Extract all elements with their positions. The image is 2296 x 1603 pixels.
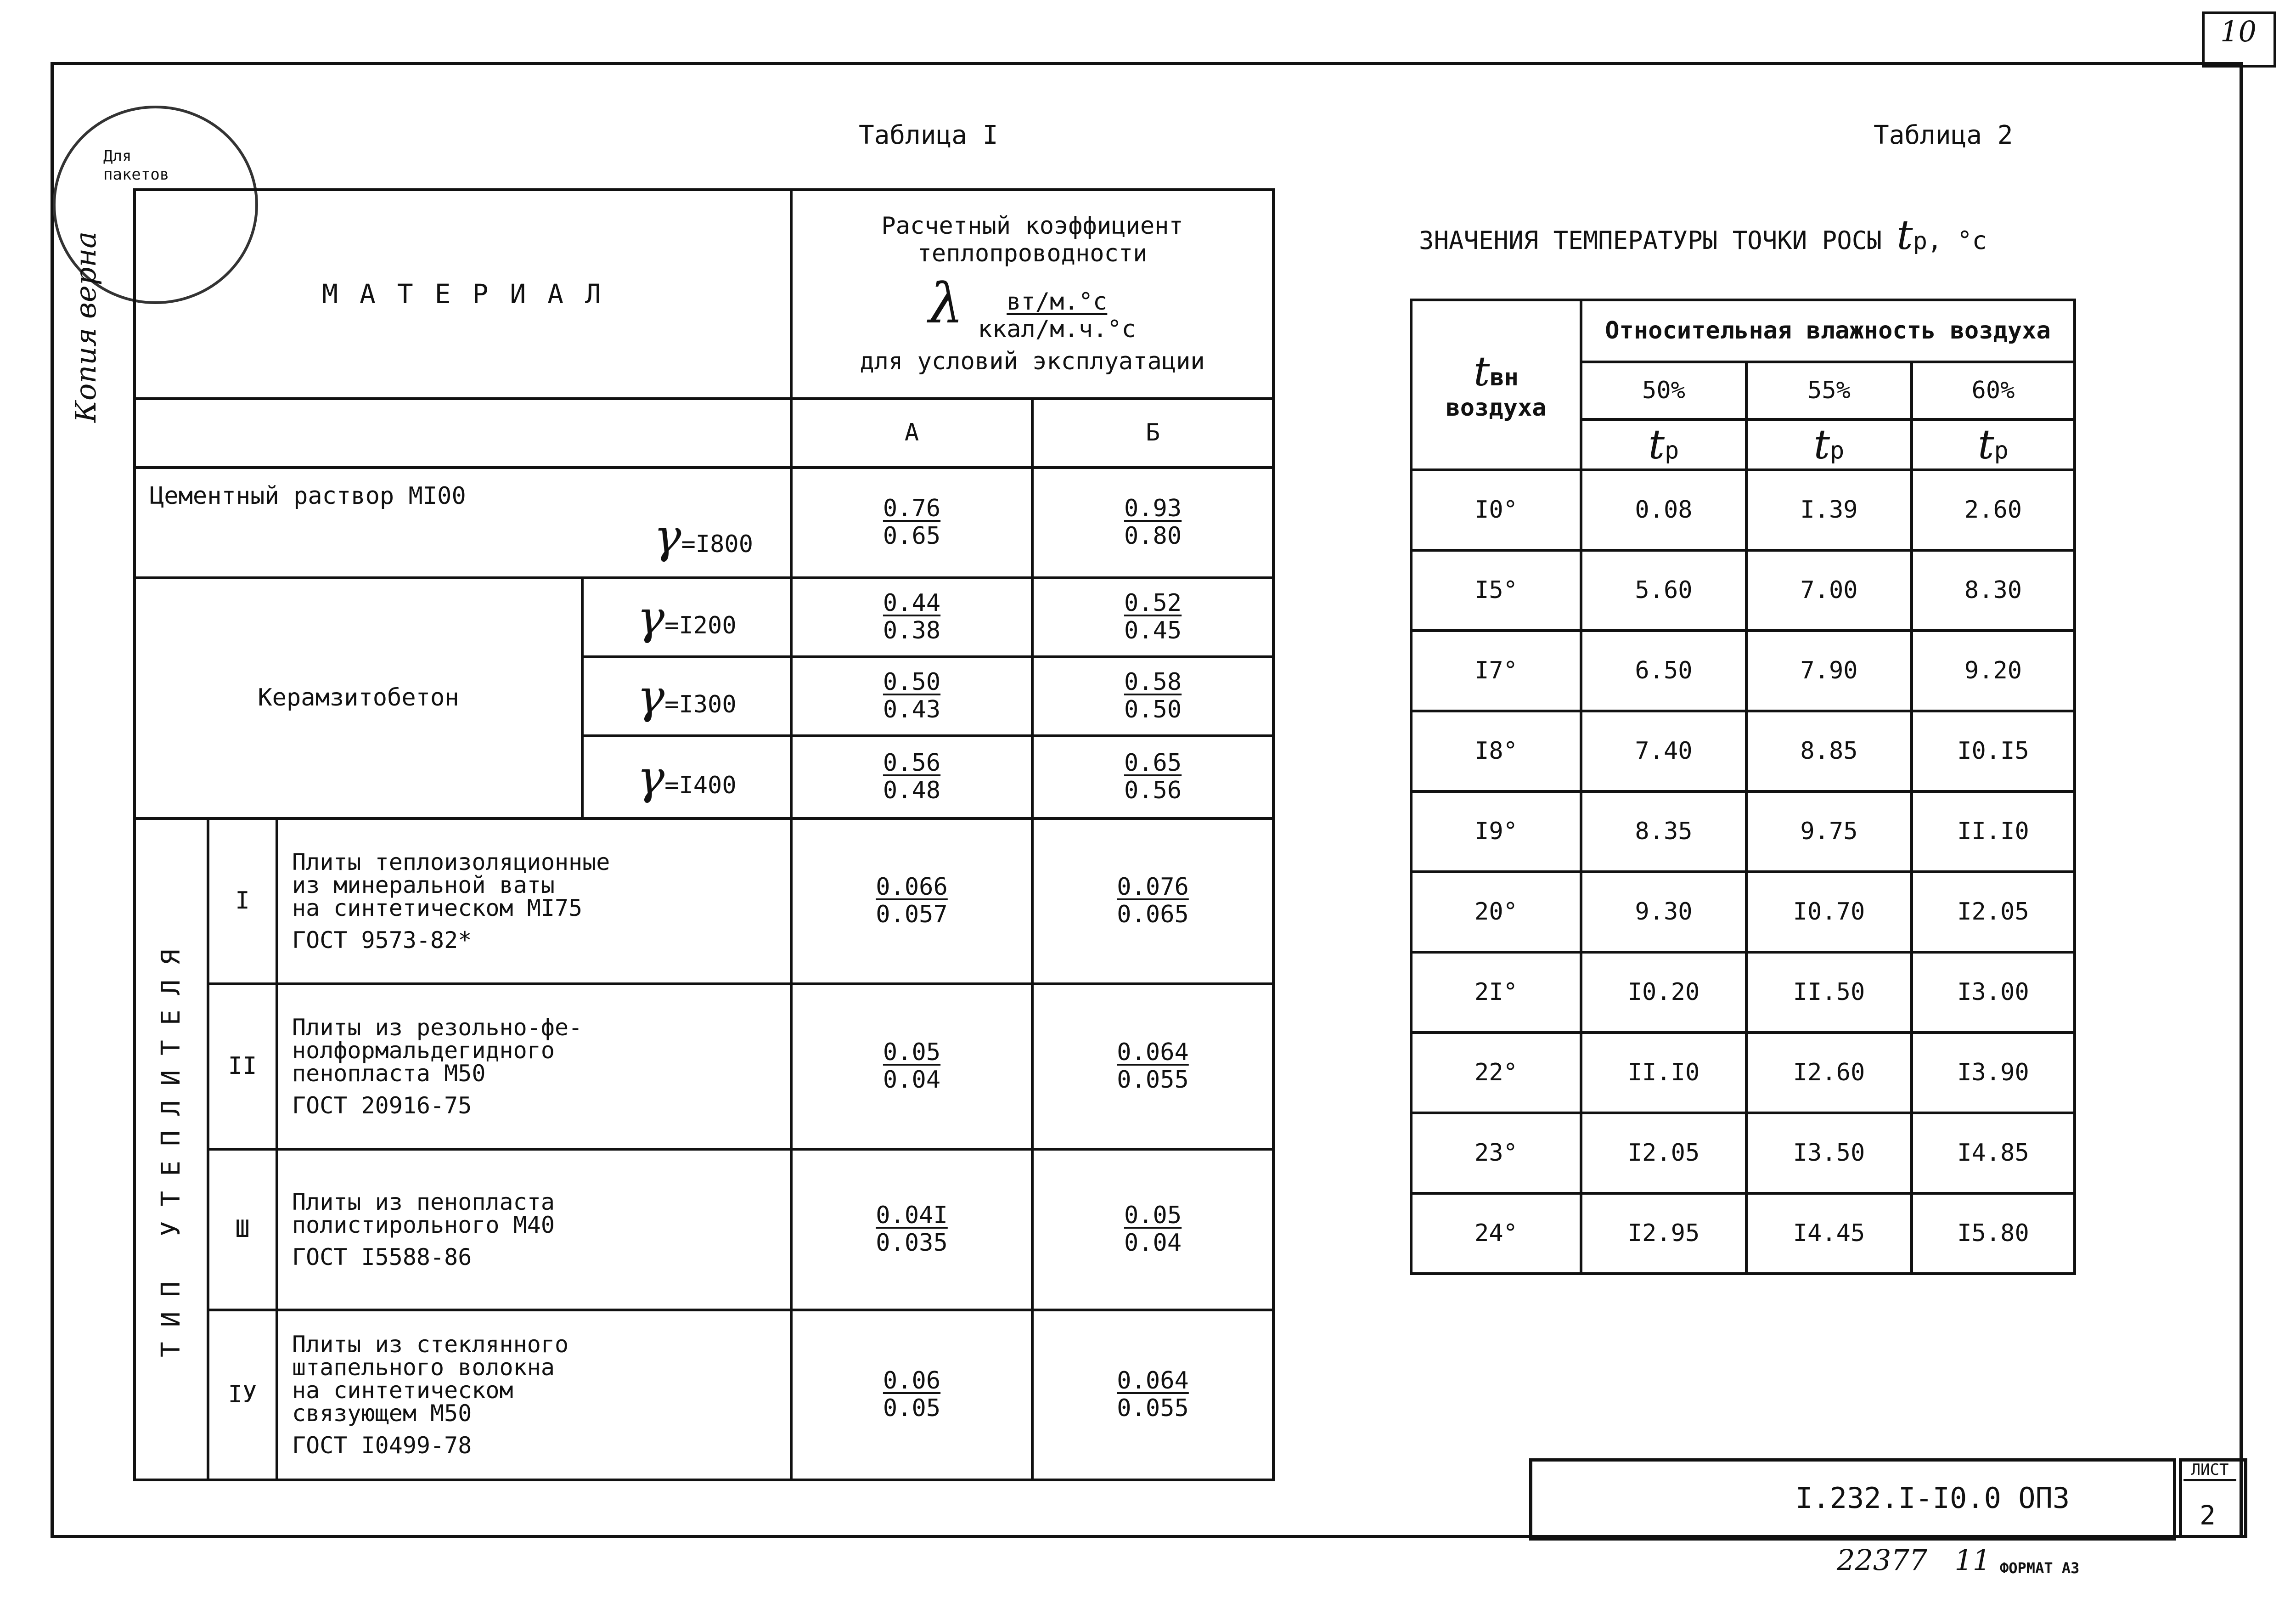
- table1: [133, 188, 1275, 1481]
- table-row: I7° 6.50 7.90 9.20: [1411, 631, 2075, 711]
- corner-number: 10: [2220, 15, 2257, 48]
- col-b-header: Б: [1032, 399, 1273, 468]
- table-row: 2I° I0.20 II.50 I3.00: [1411, 952, 2075, 1033]
- sheet-number: 2: [2200, 1500, 2216, 1531]
- lambda-symbol: λ: [929, 272, 964, 336]
- humidity-50: 50%: [1581, 362, 1746, 419]
- table-row: 20° 9.30 I0.70 I2.05: [1411, 872, 2075, 952]
- table2: tвн воздуха Относительная влажность воздуха 50% 55% 60% tр tр tр I0° 0.08 I.39 2.60 I5° 5.60 7.00 8.30 I7° 6.50 7.90 9.20 I8° 7.40 8.85 I0.I5 I9° 8.35 9.75 II.I0 20° 9.30 I0.70 I2.05 2I° I0.20 II.50 I3.00 22° II.I0 I2.60 I3.90 23° I2.05 I3.50 I4.85 24° I2.95 I4.45 I5.80: [1410, 299, 2076, 1275]
- cement-a: 0.76 0.65: [791, 468, 1032, 578]
- humidity-55: 55%: [1746, 362, 1912, 419]
- cement-gamma: =I800: [681, 531, 754, 559]
- unit-numerator: вт/м.°с: [1007, 288, 1108, 316]
- coef-header: Расчетный коэффициент теплопроводности λ $\frac{вт/м.^\circ с}{\text{ккал/м.ч.°с}}$ для условий эксплуатации: [791, 190, 1273, 399]
- humidity-60: 60%: [1912, 362, 2075, 419]
- sheet-label: ЛИСТ: [2183, 1461, 2236, 1481]
- keramzit-row-2: γ=I300 0.50 0.43 0.58 0.50: [135, 657, 1273, 736]
- insulation-row-4: IУ Плиты из стеклянного штапельного волокна на синтетическом связующем М50 ГОСТ I0499-78 0.06 0.05 0.064 0.055: [135, 1310, 1273, 1480]
- table-row: 23° I2.05 I3.50 I4.85: [1411, 1113, 2075, 1193]
- table2-title: ЗНАЧЕНИЯ ТЕМПЕРАТУРЫ ТОЧКИ РОСЫ tр, °с: [1419, 211, 1987, 259]
- insulation-type-label: ТИП УТЕПЛИТЕЛЯ: [135, 818, 208, 1480]
- table-row: 22° II.I0 I2.60 I3.90: [1411, 1033, 2075, 1113]
- conditions-label: для условий эксплуатации: [860, 347, 1205, 375]
- table-row: 24° I2.95 I4.45 I5.80: [1411, 1193, 2075, 1274]
- insulation-row-2: II Плиты из резольно-фе- нолформальдегидного пенопласта М50 ГОСТ 20916-75 0.05 0.04 0.064 0.055: [135, 984, 1273, 1149]
- cement-b: 0.93 0.80: [1032, 468, 1273, 578]
- table-row: I5° 5.60 7.00 8.30: [1411, 550, 2075, 631]
- signature: Копия верна: [69, 231, 102, 423]
- table-row: I8° 7.40 8.85 I0.I5: [1411, 711, 2075, 791]
- table2-caption: Таблица 2: [1874, 120, 2013, 150]
- cement-row: Цементный раствор МI00 γ=I800 0.76 0.65 0.93 0.80: [135, 468, 1273, 578]
- material-header: М А Т Е Р И А Л: [135, 190, 791, 399]
- unit-denominator: ккал/м.ч.°с: [978, 316, 1136, 343]
- keramzit-row-1: Керамзитобетон γ=I200 0.44 0.38 0.52 0.45: [135, 578, 1273, 657]
- stamp-text: Для пакетов: [103, 147, 169, 184]
- inventory-number: 22377 11: [1837, 1543, 1991, 1577]
- col-a-header: А: [791, 399, 1032, 468]
- format-label: ФОРМАТ А3: [2000, 1559, 2080, 1577]
- humidity-header: Относительная влажность воздуха: [1581, 300, 2075, 362]
- insulation-row-3: Ш Плиты из пенопласта полистирольного М40 ГОСТ I5588-86 0.04I 0.035 0.05 0.04: [135, 1149, 1273, 1310]
- t-header: tвн воздуха: [1411, 300, 1581, 470]
- table-row: I9° 8.35 9.75 II.I0: [1411, 791, 2075, 872]
- table1-caption: Таблица I: [859, 120, 998, 150]
- keramzit-name: Керамзитобетон: [135, 578, 582, 818]
- keramzit-row-3: γ=I400 0.56 0.48 0.65 0.56: [135, 736, 1273, 818]
- insulation-row-1: ТИП УТЕПЛИТЕЛЯ I Плиты теплоизоляционные из минеральной ваты на синтетическом МI75 ГОСТ 9573-82* 0.066 0.057 0.076 0.065: [135, 818, 1273, 984]
- cement-name: Цементный раствор МI00: [150, 482, 466, 510]
- document-code: I.232.I-I0.0 ОПЗ: [1795, 1481, 2070, 1515]
- table-row: I0° 0.08 I.39 2.60: [1411, 470, 2075, 550]
